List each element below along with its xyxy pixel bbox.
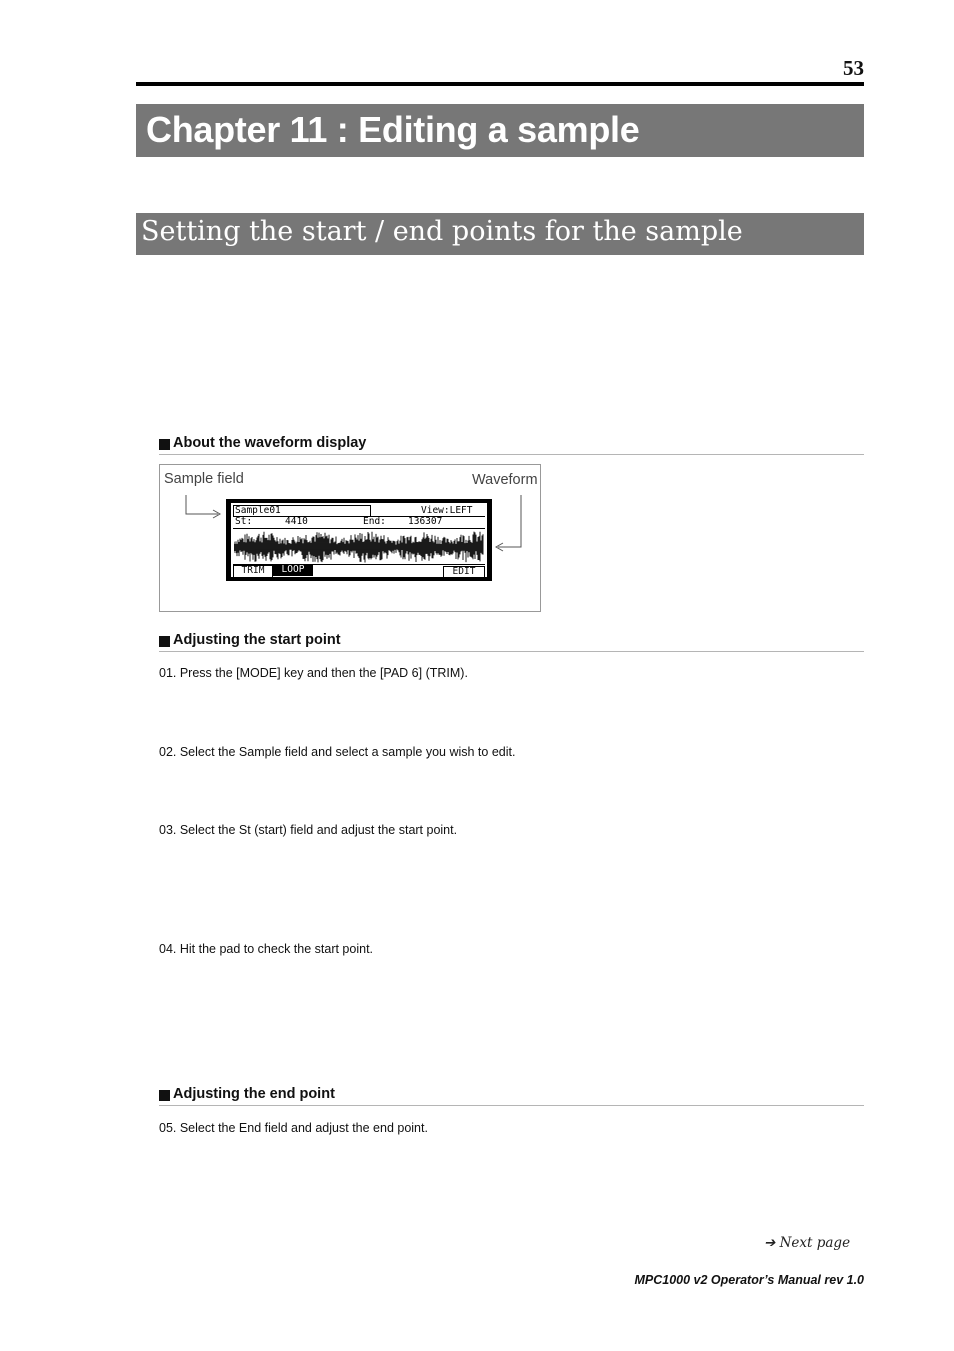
- section-title: Setting the start / end points for the sample: [141, 216, 743, 247]
- lcd-view[interactable]: View:LEFT: [421, 505, 473, 516]
- lcd-st-value[interactable]: 4410: [285, 516, 308, 527]
- lcd-sample-name[interactable]: Sample01: [235, 505, 281, 516]
- arrow-right-icon: ➔: [764, 1235, 776, 1251]
- chapter-title: Chapter 11 : Editing a sample: [146, 109, 640, 150]
- lcd-divider: [233, 516, 485, 517]
- subheading-label: Adjusting the start point: [173, 632, 341, 648]
- waveform-display: [234, 531, 484, 563]
- lcd-end-label: End:: [363, 516, 386, 527]
- step-01: 01. Press the [MODE] key and then the [PAD 6] (TRIM).: [159, 666, 468, 680]
- lcd-screen: [226, 499, 492, 581]
- step-03: 03. Select the St (start) field and adjust the start point.: [159, 823, 458, 837]
- step-04: 04. Hit the pad to check the start point.: [159, 942, 374, 956]
- lcd-display: [231, 503, 487, 577]
- square-bullet-icon: [159, 1090, 170, 1101]
- footer: MPC1000 v2 Operator’s Manual rev 1.0: [634, 1273, 864, 1287]
- lcd-divider: [233, 528, 485, 529]
- subheading-label: About the waveform display: [173, 435, 367, 451]
- tab-trim[interactable]: TRIM: [233, 565, 273, 578]
- callout-sample-field: Sample field: [164, 471, 244, 487]
- square-bullet-icon: [159, 636, 170, 647]
- top-rule: [136, 82, 864, 86]
- step-02: 02. Select the Sample field and select a sample you wish to edit.: [159, 745, 516, 759]
- next-page-label: Next page: [779, 1235, 851, 1251]
- square-bullet-icon: [159, 439, 170, 450]
- edit-button[interactable]: EDIT: [443, 566, 485, 579]
- subheading-end-point: [159, 1085, 864, 1106]
- chapter-banner: [136, 104, 864, 157]
- section-banner: [136, 213, 864, 255]
- subheading-label: Adjusting the end point: [173, 1086, 335, 1102]
- tab-loop[interactable]: LOOP: [273, 565, 313, 576]
- subheading-waveform: [159, 434, 864, 455]
- next-page: [764, 1235, 850, 1251]
- callout-waveform: Waveform: [472, 472, 538, 488]
- subheading-start-point: [159, 631, 864, 652]
- lcd-end-value[interactable]: 136307: [408, 516, 443, 527]
- page-number: 53: [843, 56, 864, 80]
- lcd-st-label: St:: [235, 516, 253, 527]
- waveform-path: [234, 532, 483, 563]
- step-05: 05. Select the End field and adjust the end point.: [159, 1121, 428, 1135]
- waveform-figure: [159, 464, 541, 612]
